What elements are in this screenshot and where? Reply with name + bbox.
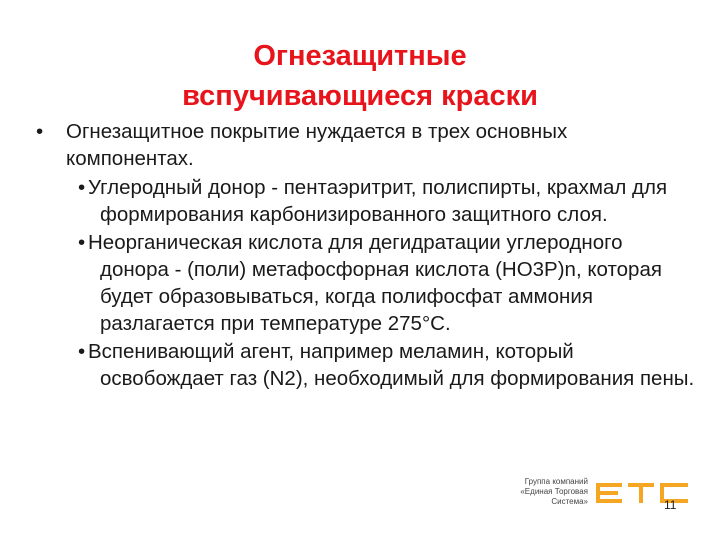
logo-caption-line-1: Группа компаний [524, 477, 588, 486]
slide-title-line-1: Огнезащитные [253, 40, 467, 72]
slide-title-line-2: вспучивающиеся краски [182, 80, 538, 112]
slide-title [0, 36, 720, 116]
bullet-marker: • [36, 120, 44, 143]
company-logo [488, 477, 692, 513]
sub-bullet-marker: • [78, 340, 86, 363]
sub-bullet-marker: • [78, 231, 86, 254]
sub-bullet-item [36, 338, 696, 392]
sub-bullet-text: Неорганическая кислота для дегидратации углеродного донора - (поли) метафосфорная кислота (HO3P)n, которая будет образовываться, когда полифосфат аммония разлагается при температуре 275°C. [88, 231, 662, 335]
sub-bullet-text: Углеродный донор - пентаэритрит, полиспирты, крахмал для формирования карбонизированного защитного слоя. [88, 176, 668, 226]
bullet-list [36, 118, 696, 393]
sub-bullet-marker: • [78, 176, 86, 199]
sub-bullet-text: Вспенивающий агент, например меламин, который освобождает газ (N2), необходимый для формирования пены. [88, 340, 695, 390]
page-number: 11 [664, 498, 677, 512]
bullet-text: Огнезащитное покрытие нуждается в трех основных компонентах. [66, 120, 568, 170]
logo-caption-line-2: «Единая Торговая Система» [520, 487, 588, 506]
sub-bullet-item [36, 229, 696, 337]
logo-caption [488, 477, 588, 507]
bullet-item [36, 118, 696, 172]
sub-bullet-item [36, 174, 696, 228]
